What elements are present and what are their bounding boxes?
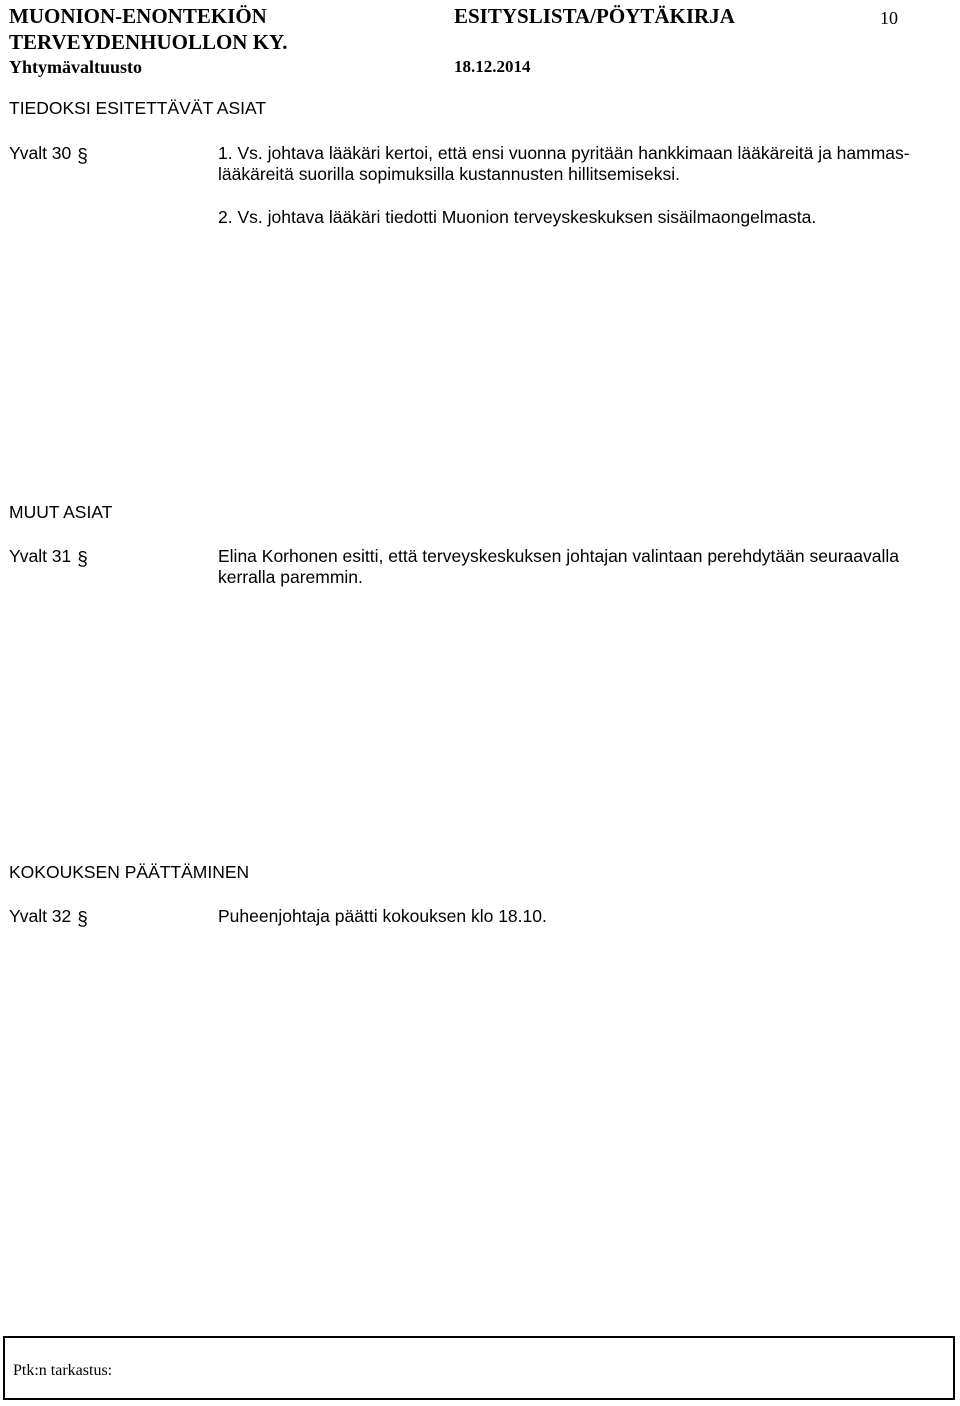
minutes-review-label: Ptk:n tarkastus: [13, 1362, 113, 1379]
paragraph-line: 2. Vs. johtava lääkäri tiedotti Muonion terveyskeskuksen sisäilmaongelmasta. [218, 207, 817, 227]
section-sign-icon: § [77, 909, 88, 930]
organization-name-line2: TERVEYDENHUOLLON KY. [9, 30, 288, 54]
item-label-yvalt-30 [9, 143, 88, 167]
page-number: 10 [880, 8, 898, 28]
governing-body-name: Yhtymävaltuusto [9, 57, 143, 77]
paragraph-line: Puheenjohtaja päätti kokouksen klo 18.10. [218, 906, 547, 926]
paragraph-line: kerralla paremmin. [218, 567, 363, 587]
meeting-date: 18.12.2014 [454, 57, 531, 76]
item-number: Yvalt 32 [9, 906, 72, 926]
section-heading-meeting-closing: KOKOUKSEN PÄÄTTÄMINEN [9, 862, 250, 882]
paragraph-line: 1. Vs. johtava lääkäri kertoi, että ensi vuonna pyritään hankkimaan lääkäreitä ja hammas- [218, 143, 910, 163]
section-sign-icon: § [77, 549, 88, 570]
item-label-yvalt-31 [9, 546, 88, 570]
organization-name-line1: MUONION-ENONTEKIÖN [9, 4, 267, 28]
item-number: Yvalt 30 [9, 143, 72, 163]
section-sign-icon: § [77, 146, 88, 167]
item-label-yvalt-32 [9, 906, 88, 930]
paragraph-line: Elina Korhonen esitti, että terveyskeskuksen johtajan valintaan perehdytään seuraavalla [218, 546, 899, 566]
section-heading-other-matters: MUUT ASIAT [9, 502, 113, 522]
item-number: Yvalt 31 [9, 546, 72, 566]
paragraph-line: lääkäreitä suorilla sopimuksilla kustannusten hillitsemiseksi. [218, 164, 681, 184]
document-type: ESITYSLISTA/PÖYTÄKIRJA [454, 4, 735, 28]
section-heading-announcements: TIEDOKSI ESITETTÄVÄT ASIAT [9, 98, 267, 118]
minutes-review-box [3, 1336, 955, 1400]
